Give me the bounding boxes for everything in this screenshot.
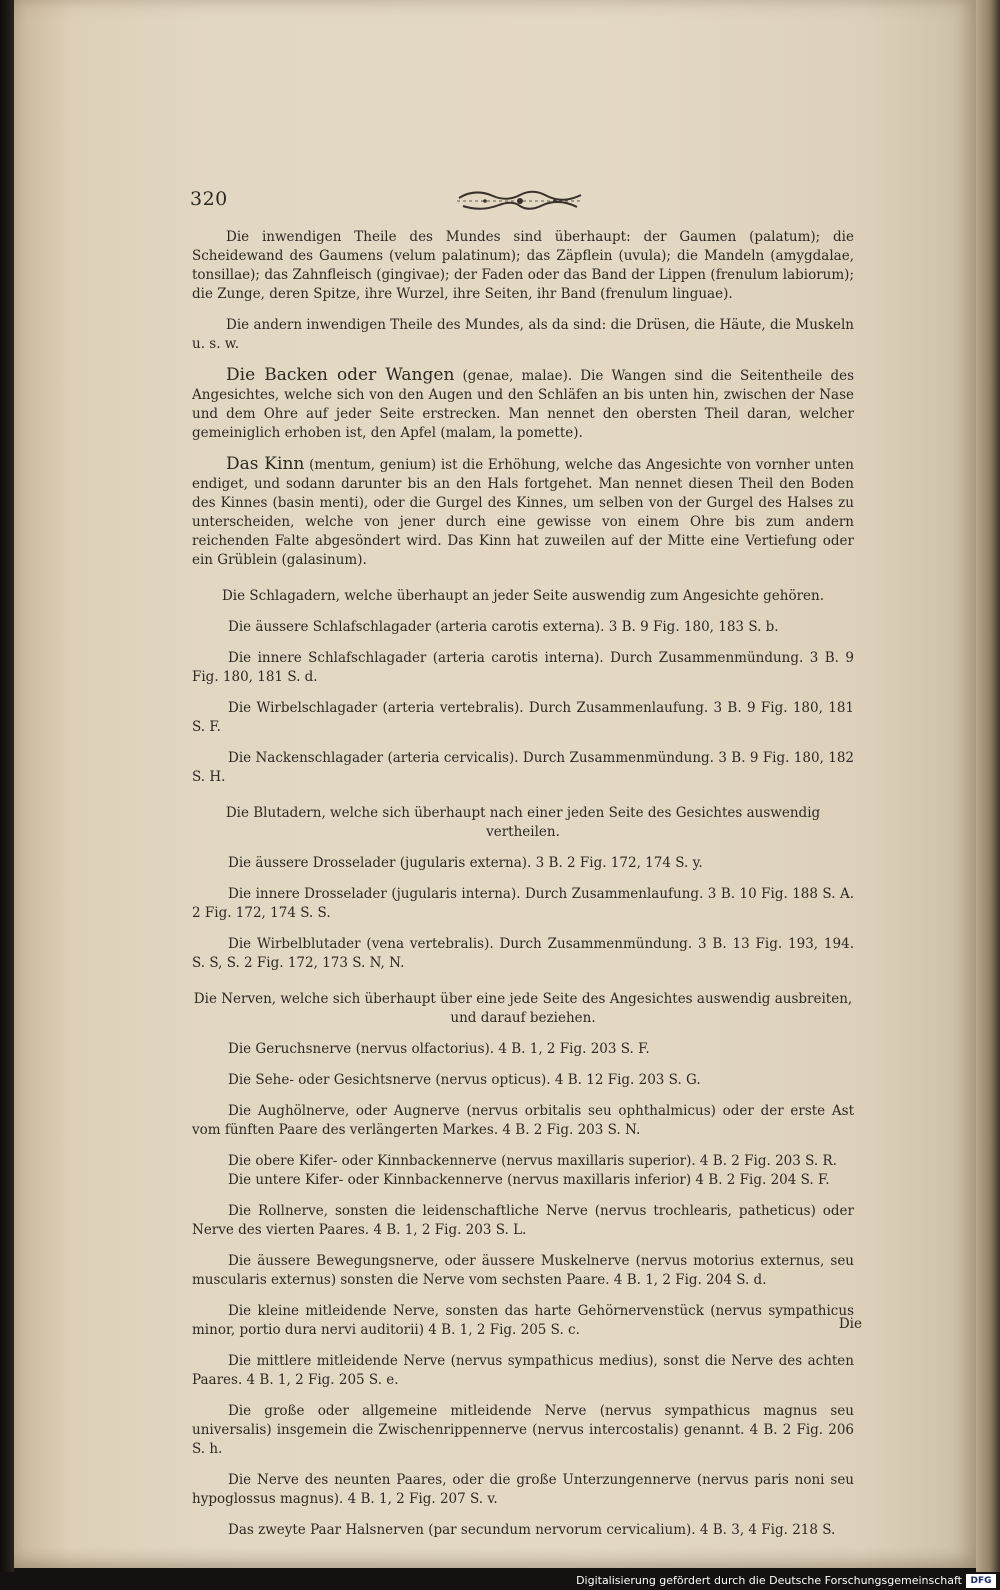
list-item: Die innere Drosselader (jugularis interna). Durch Zusammenlaufung. 3 B. 10 Fig. 188 S. A. 2 Fig. 172, 174 S. S.: [192, 886, 854, 921]
term-cheeks: Die Backen oder Wangen: [226, 365, 455, 385]
paragraph-mouth-parts: Die inwendigen Theile des Mundes sind überhaupt: der Gaumen (palatum); die Scheidewand des Gaumens (velum palatinum); das Zäpflein (uvula); die Mandeln (amygdalae, tonsillae); das Zahnfleisch (gingivae); der Faden oder das Band der Lippen (frenulum labiorum); die Zunge, deren Spitze, ihre Wurzel, ihre Seiten, ihr Band (frenulum linguae).: [192, 229, 854, 302]
book-binding-shadow: [0, 0, 14, 1572]
page-body: [192, 228, 854, 1540]
page-edge: [976, 0, 1000, 1572]
list-item: Die Nerve des neunten Paares, oder die große Unterzungennerve (nervus paris noni seu hypoglossus magnus). 4 B. 1, 2 Fig. 207 S. v.: [192, 1472, 854, 1507]
list-item: Die Wirbelschlagader (arteria vertebralis). Durch Zusammenlaufung. 3 B. 9 Fig. 180, 181 S. F.: [192, 700, 854, 735]
section-heading-arteries: Die Schlagadern, welche überhaupt an jeder Seite auswendig zum Angesichte gehören.: [221, 588, 825, 604]
list-item: Die Aughölnerve, oder Augnerve (nervus orbitalis seu ophthalmicus) oder der erste Ast vom fünften Paare des verlängerten Markes. 4 B. 2 Fig. 203 S. N.: [192, 1103, 854, 1138]
list-item: Die mittlere mitleidende Nerve (nervus sympathicus medius), sonst die Nerve des achten Paares. 4 B. 1, 2 Fig. 205 S. e.: [192, 1353, 854, 1388]
list-item: Die obere Kifer- oder Kinnbackennerve (nervus maxillaris superior). 4 B. 2 Fig. 203 S. R.: [228, 1153, 837, 1169]
list-item: Die Rollnerve, sonsten die leidenschaftliche Nerve (nervus trochlearis, patheticus) oder Nerve des vierten Paares. 4 B. 1, 2 Fig. 203 S. L.: [192, 1203, 854, 1238]
list-item: Die innere Schlafschlagader (arteria carotis interna). Durch Zusammenmündung. 3 B. 9 Fig. 180, 181 S. d.: [192, 650, 854, 685]
funding-credit: Digitalisierung gefördert durch die Deutsche Forschungsgemeinschaft: [576, 1574, 962, 1587]
page-number: 320: [190, 188, 228, 210]
list-item: Die untere Kifer- oder Kinnbackennerve (nervus maxillaris inferior) 4 B. 2 Fig. 204 S. F.: [228, 1172, 830, 1188]
list-item: Das zweyte Paar Halsnerven (par secundum nervorum cervicalium). 4 B. 3, 4 Fig. 218 S.: [228, 1522, 836, 1538]
paragraph-mouth-other: Die andern inwendigen Theile des Mundes, als da sind: die Drüsen, die Häute, die Muskeln u. s. w.: [192, 317, 854, 352]
catchword: Die: [838, 1316, 862, 1332]
list-item: Die äussere Bewegungsnerve, oder äussere Muskelnerve (nervus motorius externus, seu muscularis externus) sonsten die Nerve vom sechsten Paare. 4 B. 1, 2 Fig. 204 S. d.: [192, 1253, 854, 1288]
term-chin: Das Kinn: [226, 454, 305, 474]
list-item: Die Wirbelblutader (vena vertebralis). Durch Zusammenmündung. 3 B. 13 Fig. 193, 194. S. S, S. 2 Fig. 172, 173 S. N, N.: [192, 936, 854, 971]
list-item: Die große oder allgemeine mitleidende Nerve (nervus sympathicus magnus seu universalis) insgemein die Zwischenrippennerve (nervus intercostalis) genannt. 4 B. 2 Fig. 206 S. h.: [192, 1403, 854, 1457]
chin-text: (mentum, genium) ist die Erhöhung, welche das Angesichte von vornher unten endiget, und sodann darunter bis an den Hals fortgehet. Man nennet diesen Theil den Boden des Kinnes (basin menti), oder die Gurgel des Kinnes, um selben von der Gurgel des Halses zu unterscheiden, welche von jener durch eine gewisse von einem Ohre bis zum andern reichenden Falte abgesöndert wird. Das Kinn hat zuweilen auf der Mitte eine Vertiefung oder ein Grüblein (galasinum).: [192, 457, 854, 568]
list-item: Die äussere Schlafschlagader (arteria carotis externa). 3 B. 9 Fig. 180, 183 S. b.: [228, 619, 779, 635]
list-item: Die Geruchsnerve (nervus olfactorius). 4 B. 1, 2 Fig. 203 S. F.: [228, 1041, 650, 1057]
paragraph-cheeks: [192, 366, 854, 443]
cheeks-text: (genae, malae). Die Wangen sind die Seitentheile des Angesichtes, welche sich von den Augen und den Schläfen an bis unten hin, zwischen der Nase und dem Ohre auf jeder Seite erstrecken. Man nennet den obersten Theil daran, welcher gemeiniglich erhoben ist, den Apfel (malam, la pomette).: [192, 368, 855, 441]
list-item: Die Sehe- oder Gesichtsnerve (nervus opticus). 4 B. 12 Fig. 203 S. G.: [228, 1072, 701, 1088]
list-item: Die äussere Drosselader (jugularis externa). 3 B. 2 Fig. 172, 174 S. y.: [228, 855, 703, 871]
section-heading-nerves: Die Nerven, welche sich überhaupt über eine jede Seite des Angesichtes auswendig ausbreiten, und darauf beziehen.: [193, 991, 853, 1026]
ornament-headpiece: [455, 186, 585, 216]
paragraph-chin: [192, 455, 854, 570]
dfg-logo: DFG: [966, 1574, 996, 1588]
list-item: Die kleine mitleidende Nerve, sonsten das harte Gehörnervenstück (nervus sympathicus minor, portio dura nervi auditorii) 4 B. 1, 2 Fig. 205 S. c.: [192, 1303, 854, 1338]
list-item: Die Nackenschlagader (arteria cervicalis). Durch Zusammenmündung. 3 B. 9 Fig. 180, 182 S. H.: [192, 750, 854, 785]
section-heading-veins: Die Blutadern, welche sich überhaupt nach einer jeden Seite des Gesichtes auswendig vertheilen.: [225, 805, 821, 840]
